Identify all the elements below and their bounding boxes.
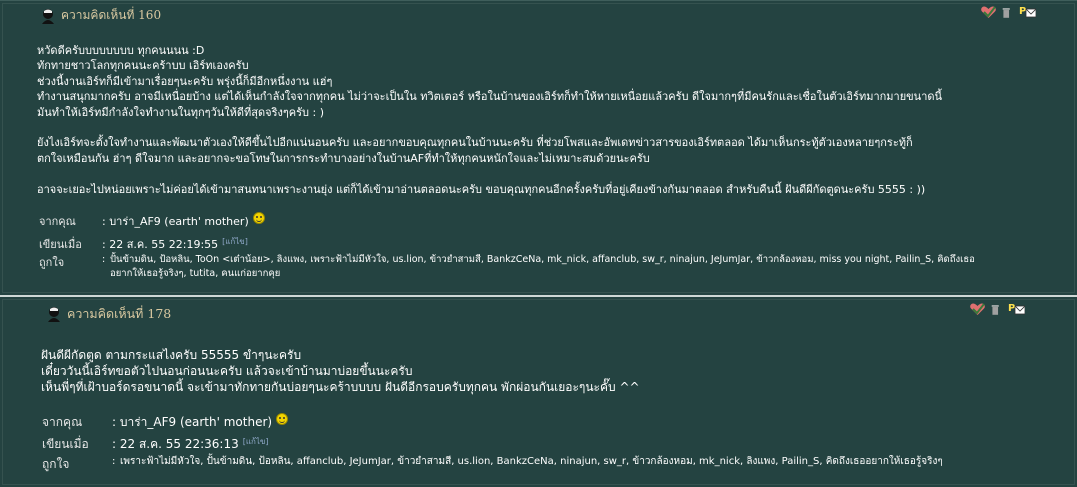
smiley-icon xyxy=(276,413,288,425)
meta-likes: ถูกใจ : เพราะฟ้าไม่มีหัวใจ, ปั้นข้ามดิน, ป้อหลิน, affanclub, JeJumJar, ข้าวยำสามสี, us.lion, BankzCeNa, ninajun, sw_r, ข้าวกล้องหอม, mk_nick, ลิงแพง, Pailin_S, คิดถึงเธออยากให้เธอรู้จริงๆ xyxy=(42,455,1060,474)
meta-from: จากคุณ : บาร่า_AF9 (earth' mother) xyxy=(39,212,265,230)
svg-text:P: P xyxy=(1008,303,1016,314)
p-mail-icon[interactable] xyxy=(1008,302,1025,317)
author-link[interactable]: : บาร่า_AF9 (earth' mother) xyxy=(102,215,249,228)
meta-from: จากคุณ : บาร่า_AF9 (earth' mother) xyxy=(42,413,288,432)
comment-body: หวัดดีครับบบบบบบบ ทุกคนนนน :D ทักทายชาวโลกทุกคนนะคร้าบบ เอิร์ทเองครับ ช่วงนี้งานเอิร์ทก็มีเข้ามาเรื่อยๆนะครับ พรุ่งนี้ก็มีอีกหนึ่งงาน แฮ่ๆ ทำงานสนุกมากครับ อาจมีเหนื่อยบ้าง แต่ได้เห็นกำลังใจจากทุกคน ไม่ว่าจะเป็นใน ทวิตเตอร์ หรือในบ้านของเอิร์ทก็ทำให้หายเหนื่อยแล้วครับ ดีใจมากๆที่มีคนรักและเชื่อในตัวเอิร์ทมากมายขนาดนี้ มันทำให้เอิร์ทมีกำลังใจทำงานในทุกๆวันให้ดีที่สุดจริงๆครับ : ) ยังไงเอิร์ทจะตั้งใจทำงานและพัฒนาตัวเองให้ดีขึ้นไปอีกแน่นอนครับ และอยากขอบคุณทุกคนในบ้านนะครับ ที่ช่วยโพสและอัพเดทข่าวสารของเอิร์ทตลอด ได้มาเห็นกระทู้ตัวเองหลายๆกระทู้ก็ ตกใจเหมือนกัน ฮ่าๆ ดีใจมาก และอยากจะขอโทษในการกระทำบางอย่างในบ้านAFที่ทำให้ทุกคนหนักใจและไม่เหมาะสมด้วยนะครับ อาจจะเยอะไปหน่อยเพราะไม่ค่อยได้เข้ามาสนทนาเพราะงานยุ่ง แต่ก็ได้เข้ามาอ่านตลอดนะครับ ขอบคุณทุกคนอีกครั้งครับที่อยู่เคียงข้างกันมาตลอด สำหรับคืนนี้ ฝันดีผีกัดตูดนะครับ 5555 : )) xyxy=(37,44,943,196)
user-silhouette-icon xyxy=(46,306,62,322)
smiley-icon xyxy=(253,212,265,224)
likes-list: ปั้นข้ามดิน, ป้อหลิน, ToOn <เต๋าน้อย>, ลิงแพง, เพราะฟ้าไม่มีหัวใจ, us.lion, ข้าวยำสามสี, BankzCeNa, mk_nick, affanclub, sw_r, ninajun, JeJumJar, ข้าวกล้องหอม, miss you night, Pailin_S, คิดถึงเธอ อยากให้เธอรู้จริงๆ, tutita, คนแก่อยากคุย xyxy=(110,254,975,279)
trash-icon[interactable] xyxy=(991,302,1003,317)
posted-time: : 22 ส.ค. 55 22:36:13 xyxy=(112,437,239,451)
edit-link[interactable]: [แก้ไข] xyxy=(242,437,269,446)
comment-body: ฝันดีผีกัดตูด ตามกระแสไงครับ 55555 ขำๆนะครับ เดี๋ยววันนี้เอิร์ทขอตัวไปนอนก่อนนะครับ แล้วจะเข้าบ้านมาบ่อยขึ้นนะครับ เห็นพี่ๆที่เฝ้าบอร์ดรอขนาดนี้ จะเข้ามาทักทายกันบ่อยๆนะคร้าบบบบ ฝันดีอีกรอบครับทุกคน พักผ่อนกันเยอะๆนะคั๊บ ^^ xyxy=(41,348,640,394)
user-silhouette-icon xyxy=(40,8,56,24)
meta-posted: เขียนเมื่อ : 22 ส.ค. 55 22:36:13 [แก้ไข] xyxy=(42,435,268,454)
author-link[interactable]: : บาร่า_AF9 (earth' mother) xyxy=(112,415,273,429)
comment-header xyxy=(46,304,171,324)
heart-check-icon[interactable] xyxy=(980,5,997,20)
trash-icon[interactable] xyxy=(1002,5,1014,20)
likes-list: เพราะฟ้าไม่มีหัวใจ, ปั้นข้ามดิน, ป้อหลิน, affanclub, JeJumJar, ข้าวยำสามสี, us.lion, BankzCeNa, ninajun, sw_r, ข้าวกล้องหอม, mk_nick, ลิงแพง, Pailin_S, คิดถึงเธออยากให้เธอรู้จริงๆ xyxy=(120,456,943,467)
comment-header xyxy=(40,6,161,25)
svg-text:P: P xyxy=(1019,6,1027,17)
comment-number: ความคิดเห็นที่ 160 xyxy=(61,8,162,22)
edit-link[interactable]: [แก้ไข] xyxy=(222,237,248,246)
comment-tools xyxy=(980,5,1036,20)
meta-likes: ถูกใจ : ปั้นข้ามดิน, ป้อหลิน, ToOn <เต๋าน้อย>, ลิงแพง, เพราะฟ้าไม่มีหัวใจ, us.lion, ข้าวยำสามสี, BankzCeNa, mk_nick, affanclub, sw_r, ninajun, JeJumJar, ข้าวกล้องหอม, miss you night, Pailin_S, คิดถึงเธอ อยากให้เธอรู้จริงๆ, tutita, คนแก่อยากคุย xyxy=(39,253,1040,281)
posted-time: : 22 ส.ค. 55 22:19:55 xyxy=(102,238,219,251)
p-mail-icon[interactable] xyxy=(1019,5,1036,20)
heart-check-icon[interactable] xyxy=(969,302,986,317)
comment-number: ความคิดเห็นที่ 178 xyxy=(67,306,172,321)
comment-tools xyxy=(969,302,1025,317)
meta-posted: เขียนเมื่อ : 22 ส.ค. 55 22:19:55 [แก้ไข] xyxy=(39,237,248,251)
